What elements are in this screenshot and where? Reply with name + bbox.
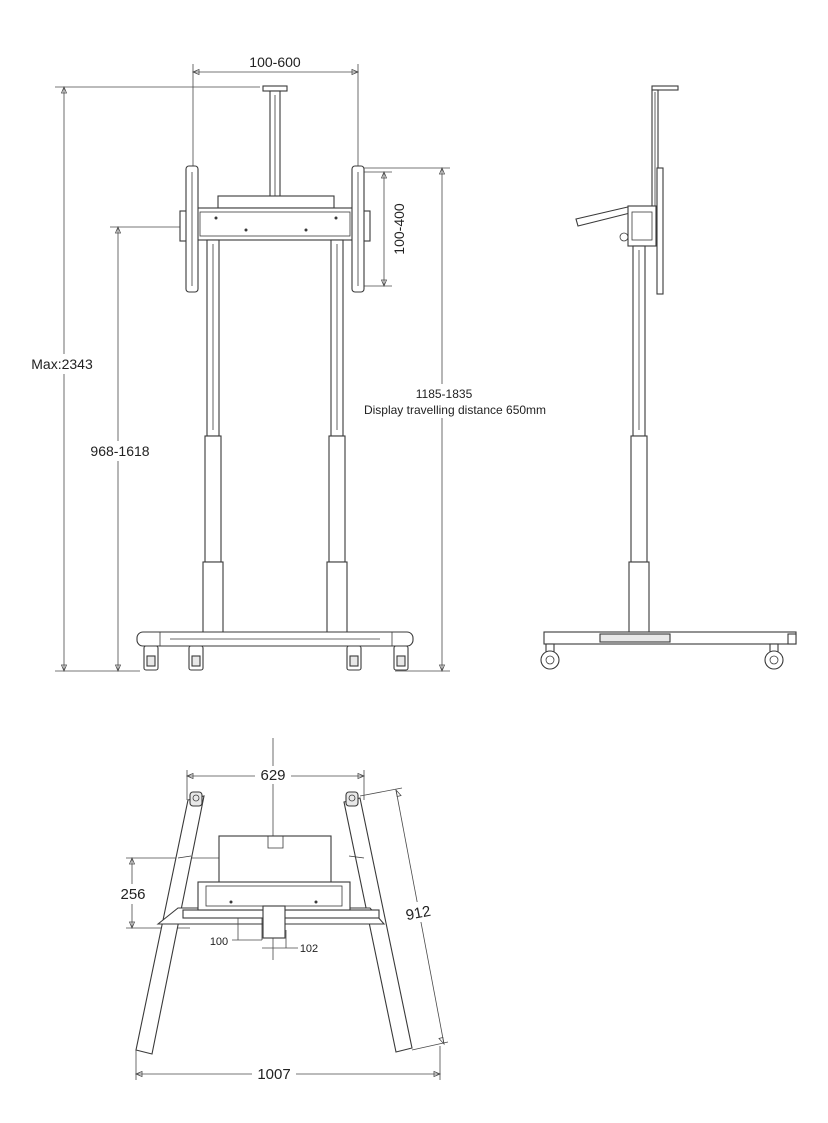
vesa-height-label: 100-400 bbox=[391, 203, 407, 255]
vesa-width-label: 100-600 bbox=[249, 54, 301, 70]
offset-a-label: 100 bbox=[209, 936, 229, 948]
front-view bbox=[24, 54, 552, 671]
offset-b-label: 102 bbox=[299, 943, 319, 955]
base-width-label: 1007 bbox=[257, 1066, 291, 1083]
top-view bbox=[114, 738, 448, 1083]
max-height-label: Max:2343 bbox=[31, 356, 93, 372]
leg-spread-label: 629 bbox=[260, 767, 286, 784]
display-height-label: 1185-1835 bbox=[415, 387, 473, 401]
leg-length-label: 912 bbox=[404, 902, 433, 925]
bracket-height-label: 968-1618 bbox=[90, 443, 150, 459]
base-depth-label: 256 bbox=[120, 886, 146, 903]
travel-distance-note: Display travelling distance 650mm bbox=[363, 403, 547, 417]
side-view bbox=[541, 86, 796, 669]
